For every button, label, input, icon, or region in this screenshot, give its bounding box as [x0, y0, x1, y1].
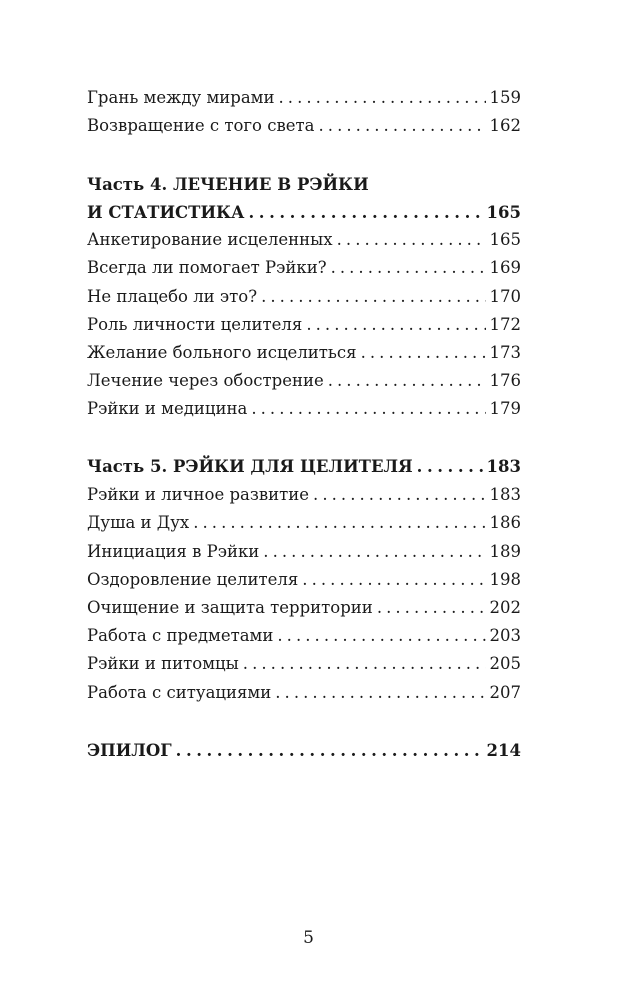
toc-entry — [87, 481, 521, 509]
toc-entry-page: 176 — [489, 371, 521, 390]
toc-entry — [87, 112, 521, 140]
leader-dots — [277, 622, 485, 650]
toc-entry-page: 165 — [489, 230, 521, 249]
toc-entry — [87, 538, 521, 566]
toc-entry-title: Работа с ситуациями — [87, 683, 272, 702]
part5-heading — [87, 453, 521, 481]
toc-entry-page: 169 — [489, 258, 521, 277]
toc-entry — [87, 339, 521, 367]
toc-entry — [87, 254, 521, 282]
toc-entry-title: Анкетирование исцеленных — [87, 230, 333, 249]
leader-dots — [328, 367, 486, 395]
toc-entry-title: Рэйки и медицина — [87, 399, 248, 418]
toc-entry-title: Роль личности целителя — [87, 315, 303, 334]
leader-dots — [261, 283, 485, 311]
leader-dots — [319, 112, 486, 140]
epilogue-page: 214 — [486, 741, 521, 760]
leader-dots — [279, 84, 486, 112]
toc-entry — [87, 509, 521, 537]
toc-entry-page: 205 — [489, 654, 521, 673]
leader-dots — [337, 226, 486, 254]
part4-heading — [87, 199, 521, 227]
toc-entry — [87, 226, 521, 254]
leader-dots — [263, 538, 485, 566]
toc-entry-page: 172 — [489, 315, 521, 334]
toc-entry-title: Работа с предметами — [87, 626, 274, 645]
part5-heading-title: Часть 5. РЭЙКИ ДЛЯ ЦЕЛИТЕЛЯ — [87, 457, 413, 476]
toc-entry-title: Душа и Дух — [87, 513, 190, 532]
toc-entry-page: 202 — [489, 598, 521, 617]
toc-entry — [87, 679, 521, 707]
toc-entry-page: 170 — [489, 287, 521, 306]
epilogue-entry — [87, 737, 521, 765]
toc-entry-title: Очищение и защита территории — [87, 598, 373, 617]
page-number: 5 — [303, 928, 314, 948]
epilogue-title: ЭПИЛОГ — [87, 741, 172, 760]
toc-entry — [87, 84, 521, 112]
toc-entry-page: 162 — [489, 116, 521, 135]
leader-dots — [361, 339, 486, 367]
leader-dots — [313, 481, 485, 509]
toc-entry-title: Оздоровление целителя — [87, 570, 299, 589]
part4-page: 165 — [486, 203, 521, 222]
part5-page: 183 — [486, 457, 521, 476]
leader-dots — [193, 509, 485, 537]
leader-dots — [275, 679, 485, 707]
toc-entry-page: 179 — [489, 399, 521, 418]
leader-dots — [176, 737, 483, 765]
toc-entry-page: 186 — [489, 513, 521, 532]
leader-dots — [243, 650, 486, 678]
leader-dots — [377, 594, 486, 622]
toc-entry-page: 198 — [489, 570, 521, 589]
part4-heading-line1: Часть 4. ЛЕЧЕНИЕ В РЭЙКИ — [87, 175, 369, 194]
toc-entry-page: 189 — [489, 542, 521, 561]
toc-entry-page: 203 — [489, 626, 521, 645]
toc-entry — [87, 311, 521, 339]
toc-entry-title: Не плацебо ли это? — [87, 287, 258, 306]
toc-entry-page: 159 — [489, 88, 521, 107]
toc-entry — [87, 367, 521, 395]
toc-entry — [87, 650, 521, 678]
toc-entry — [87, 594, 521, 622]
toc-entry — [87, 566, 521, 594]
toc-entry-page: 183 — [489, 485, 521, 504]
toc-entry-title: Всегда ли помогает Рэйки? — [87, 258, 327, 277]
toc-entry-page: 207 — [489, 683, 521, 702]
toc-entry — [87, 395, 521, 423]
toc-entry-title: Грань между мирами — [87, 88, 275, 107]
toc-entry — [87, 283, 521, 311]
toc-entry-title: Инициация в Рэйки — [87, 542, 260, 561]
leader-dots — [249, 199, 483, 227]
toc-entry-page: 173 — [489, 343, 521, 362]
toc-entry-title: Лечение через обострение — [87, 371, 324, 390]
toc-entry — [87, 622, 521, 650]
leader-dots — [331, 254, 486, 282]
toc-entry-title: Рэйки и личное развитие — [87, 485, 310, 504]
leader-dots — [251, 395, 485, 423]
toc-entry-title: Возвращение с того света — [87, 116, 315, 135]
leader-dots — [302, 566, 485, 594]
leader-dots — [417, 453, 483, 481]
toc-entry-title: Желание больного исцелиться — [87, 343, 357, 362]
toc-entry-title: Рэйки и питомцы — [87, 654, 239, 673]
part4-heading-line2: И СТАТИСТИКА — [87, 203, 245, 222]
leader-dots — [306, 311, 485, 339]
